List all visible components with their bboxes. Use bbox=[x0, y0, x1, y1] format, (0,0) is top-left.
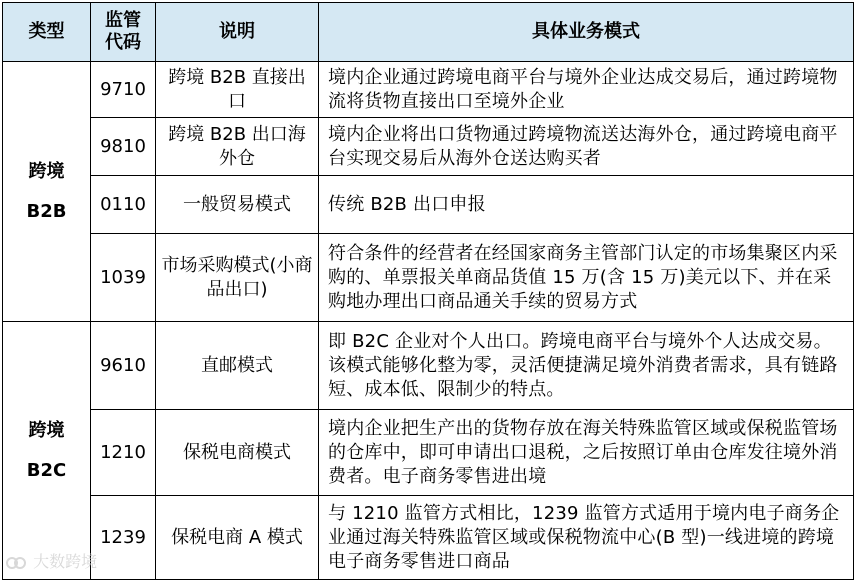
mode-cell: 境内企业将出口货物通过跨境物流送达海外仓，通过跨境电商平台实现交易后从海外仓送达购买者 bbox=[319, 118, 854, 176]
table-header-row bbox=[3, 3, 854, 62]
code-cell: 9610 bbox=[91, 322, 156, 410]
desc-cell: 市场采购模式(小商品出口) bbox=[156, 234, 319, 322]
code-cell: 1239 bbox=[91, 496, 156, 580]
type-line1: 跨境 bbox=[28, 419, 65, 441]
mode-cell: 与 1210 监管方式相比，1239 监管方式适用于境内电子商务企业通过海关特殊监管区域或保税物流中心(B 型)一线进境的跨境电子商务零售进口商品 bbox=[319, 496, 854, 580]
watermark-text: 大数跨境 bbox=[33, 552, 98, 571]
code-cell: 1039 bbox=[91, 234, 156, 322]
type-line2: B2B bbox=[26, 200, 67, 222]
header-desc: 说明 bbox=[156, 3, 319, 62]
watermark bbox=[6, 549, 97, 572]
code-cell: 9710 bbox=[91, 62, 156, 118]
type-line1: 跨境 bbox=[28, 160, 65, 182]
header-code bbox=[91, 3, 156, 62]
header-code-line2: 代码 bbox=[105, 32, 141, 53]
header-code-line1: 监管 bbox=[105, 10, 141, 31]
code-cell: 1210 bbox=[91, 410, 156, 496]
header-mode: 具体业务模式 bbox=[319, 3, 854, 62]
brand-logo-icon bbox=[6, 555, 28, 571]
mode-cell: 境内企业通过跨境电商平台与境外企业达成交易后，通过跨境物流将货物直接出口至境外企业 bbox=[319, 62, 854, 118]
table-row bbox=[3, 496, 854, 580]
desc-cell: 保税电商模式 bbox=[156, 410, 319, 496]
table-row bbox=[3, 62, 854, 118]
code-cell: 0110 bbox=[91, 176, 156, 234]
desc-cell: 一般贸易模式 bbox=[156, 176, 319, 234]
mode-cell: 符合条件的经营者在经国家商务主管部门认定的市场集聚区内采购的、单票报关单商品货值 15 万(含 15 万)美元以下、并在采购地办理出口商品通关手续的贸易方式 bbox=[319, 234, 854, 322]
mode-cell: 传统 B2B 出口申报 bbox=[319, 176, 854, 234]
desc-cell: 跨境 B2B 直接出口 bbox=[156, 62, 319, 118]
type-line2: B2C bbox=[26, 459, 67, 481]
mode-cell: 即 B2C 企业对个人出口。跨境电商平台与境外个人达成交易。该模式能够化整为零，灵活便捷满足境外消费者需求，具有链路短、成本低、限制少的特点。 bbox=[319, 322, 854, 410]
table-row bbox=[3, 410, 854, 496]
type-cell-b2b bbox=[3, 62, 91, 322]
header-type: 类型 bbox=[3, 3, 91, 62]
business-mode-table bbox=[2, 2, 854, 580]
table-row bbox=[3, 176, 854, 234]
table-row bbox=[3, 322, 854, 410]
code-cell: 9810 bbox=[91, 118, 156, 176]
desc-cell: 跨境 B2B 出口海外仓 bbox=[156, 118, 319, 176]
table-row bbox=[3, 234, 854, 322]
mode-cell: 境内企业把生产出的货物存放在海关特殊监管区域或保税监管场的仓库中，即可申请出口退税，之后按照订单由仓库发往境外消费者。电子商务零售进出境 bbox=[319, 410, 854, 496]
table-row bbox=[3, 118, 854, 176]
desc-cell: 直邮模式 bbox=[156, 322, 319, 410]
type-cell-b2c bbox=[3, 322, 91, 580]
desc-cell: 保税电商 A 模式 bbox=[156, 496, 319, 580]
